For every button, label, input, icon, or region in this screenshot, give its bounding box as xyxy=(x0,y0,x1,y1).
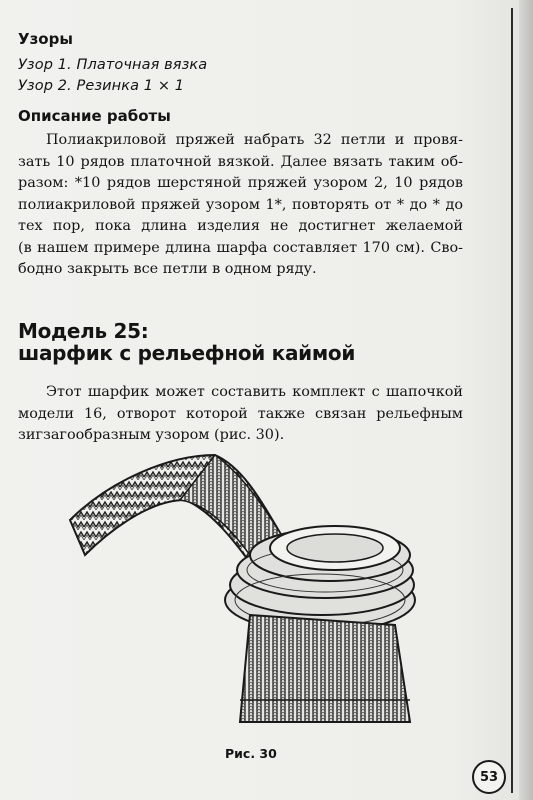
description-heading: Описание работы xyxy=(18,107,171,125)
description-line: бодно закрыть все петли в одном ряду. xyxy=(18,261,317,277)
description-line: полиакриловой пряжей узором 1*, повторять от * до * до xyxy=(18,196,463,213)
pattern-2: Узор 2. Резинка 1 × 1 xyxy=(18,78,185,94)
description-line: тех пор, пока длина изделия не достигнет желаемой xyxy=(18,218,463,234)
intro-line: модели 16, отворот которой также связан рельефным xyxy=(18,405,463,422)
intro-line: Этот шарфик может составить комплект с шапочкой xyxy=(46,384,463,400)
description-line: разом: *10 рядов шерстяной пряжей узором 2, 10 рядов xyxy=(18,175,463,191)
intro-line: зигзагообразным узором (рис. 30). xyxy=(18,427,285,443)
pattern-1: Узор 1. Платочная вязка xyxy=(18,57,208,73)
description-line: Полиакриловой пряжей набрать 32 петли и провя- xyxy=(46,132,463,148)
figure-caption: Рис. 30 xyxy=(225,746,277,761)
model-title-line: шарфик с рельефной каймой xyxy=(18,341,356,365)
description-line: (в нашем примере длина шарфа составляет 170 см). Сво- xyxy=(18,239,463,256)
model-title-line: Модель 25: xyxy=(18,319,149,343)
page-number: 53 xyxy=(472,760,506,794)
description-line: зать 10 рядов платочной вязкой. Далее вязать таким об- xyxy=(18,153,463,170)
patterns-heading: Узоры xyxy=(18,30,73,48)
